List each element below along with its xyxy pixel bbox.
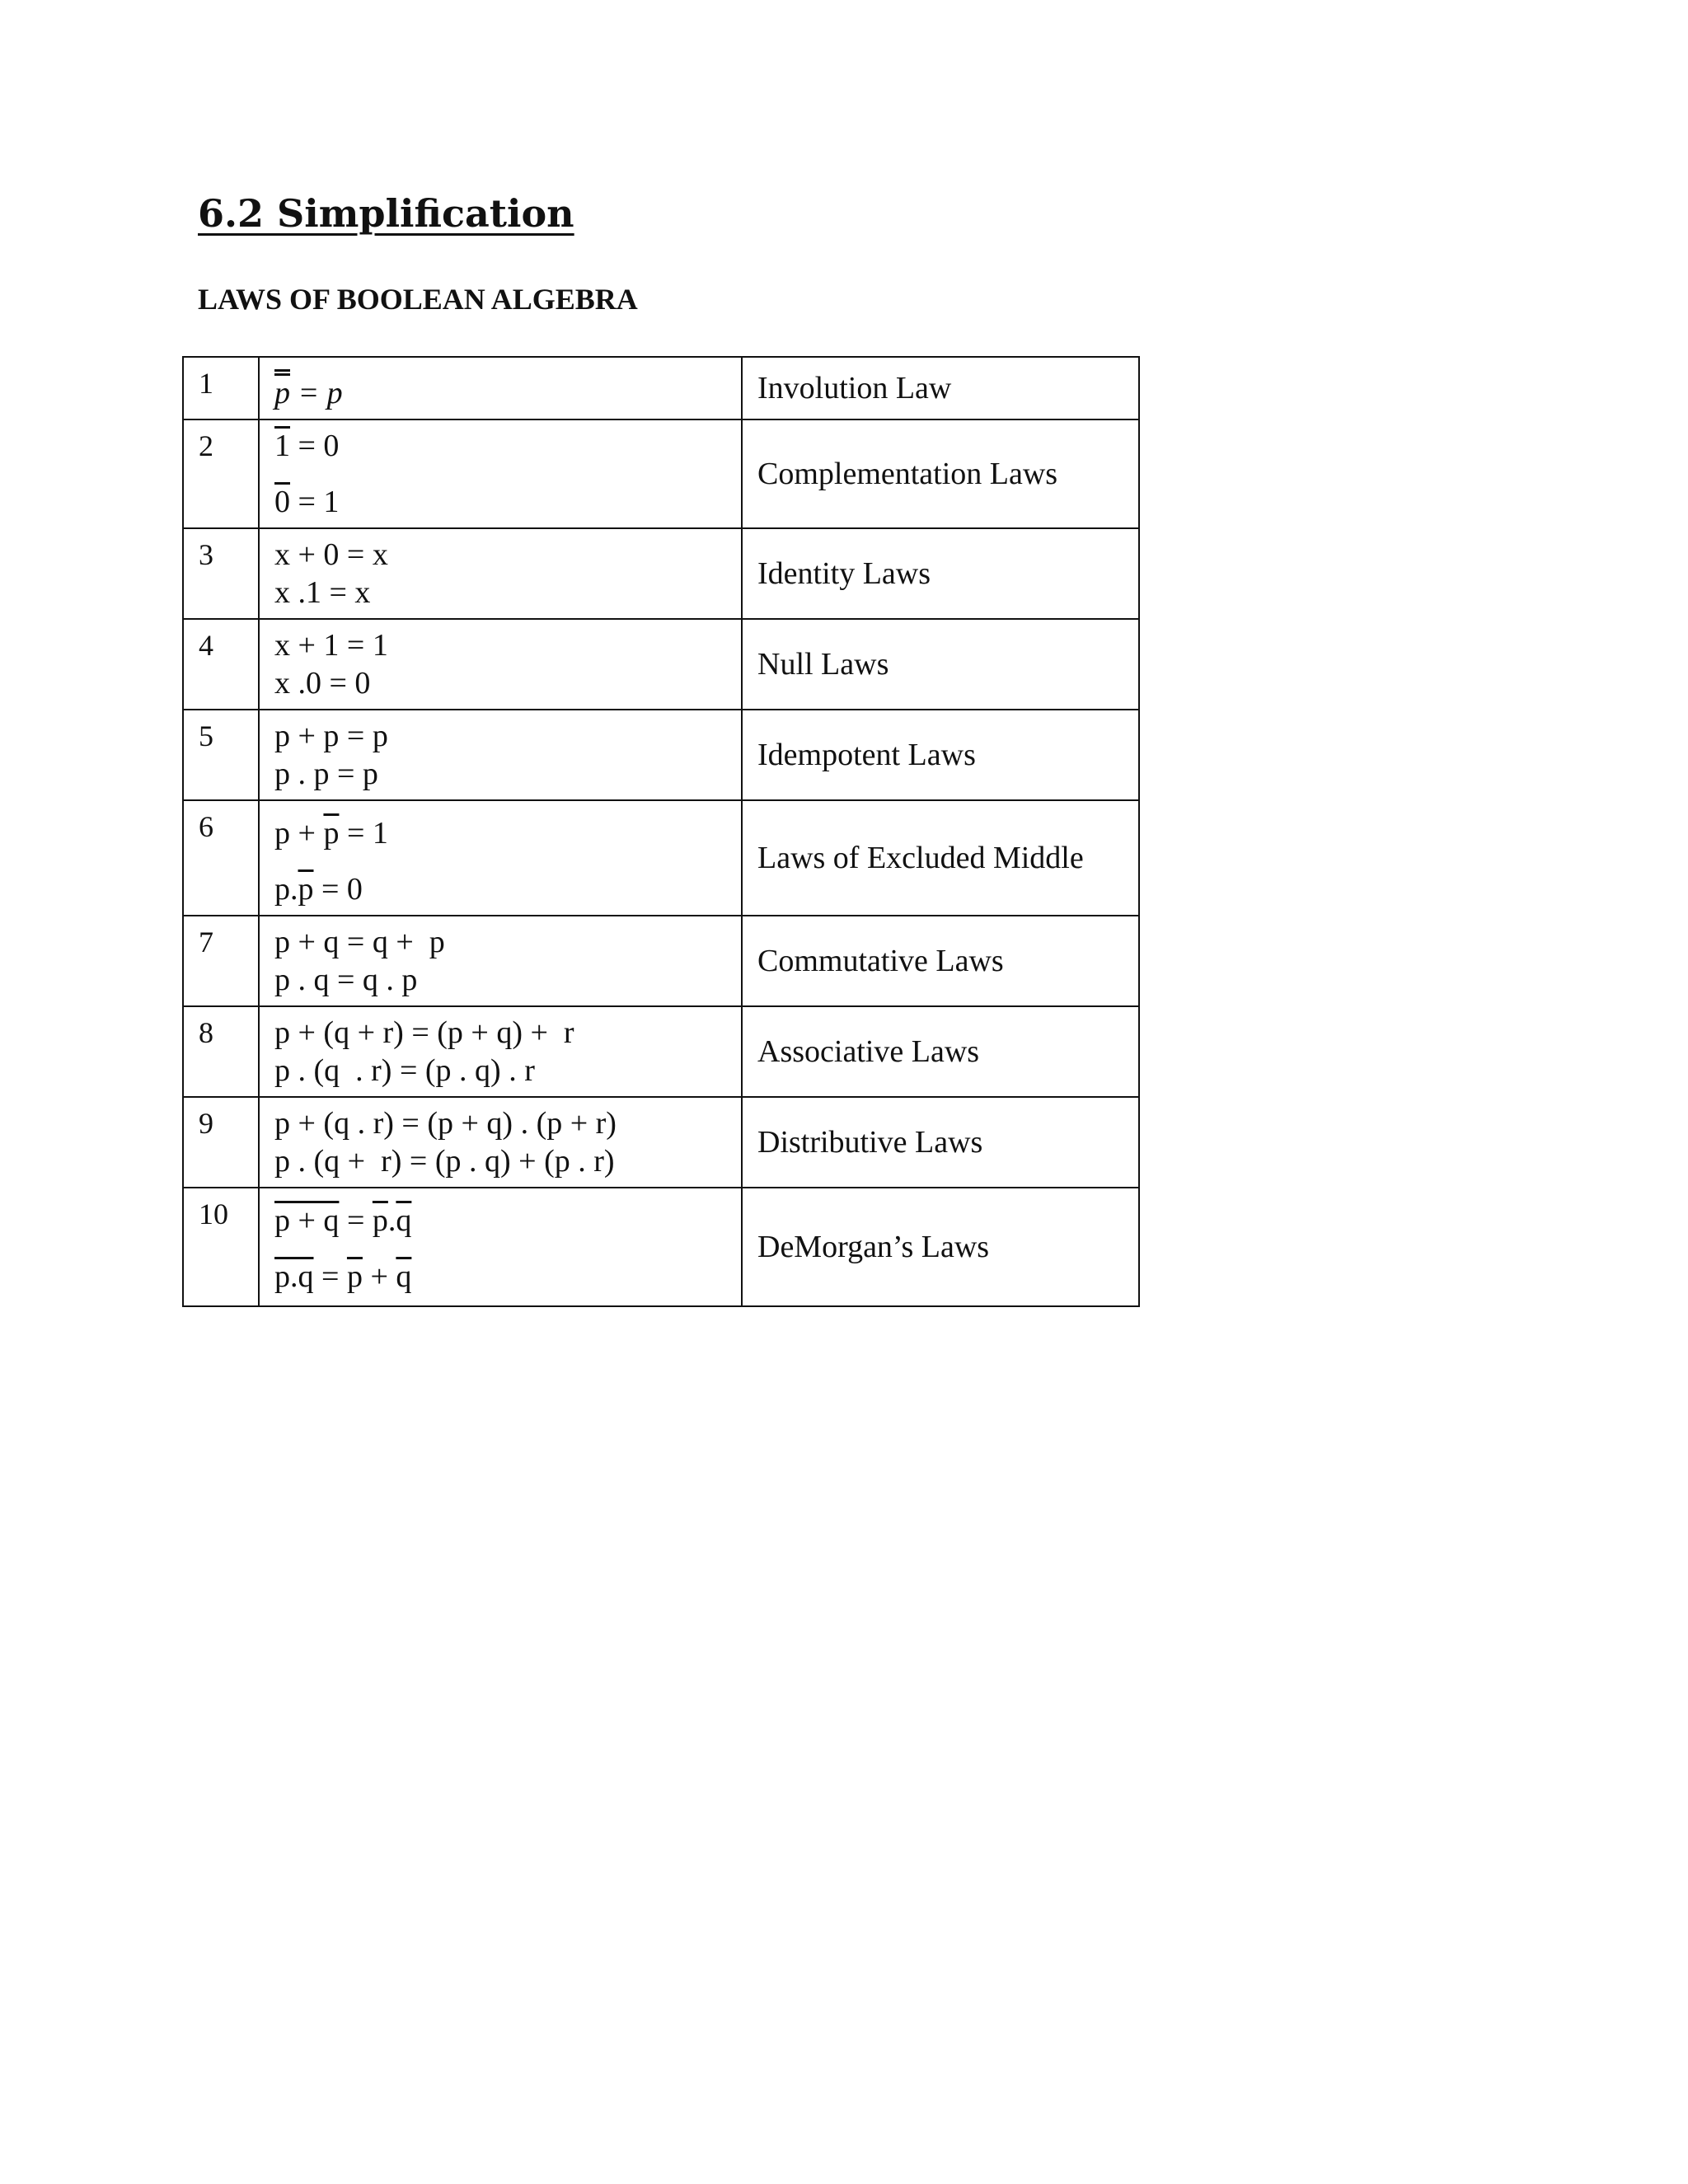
formula-text: + bbox=[362, 1259, 396, 1294]
law-number: 3 bbox=[183, 528, 259, 619]
formula-text: = 1 bbox=[339, 816, 388, 851]
law-row bbox=[183, 419, 1139, 528]
complement-p: $\overline{p}$ bbox=[346, 1259, 363, 1294]
law-number: 10 bbox=[183, 1188, 259, 1306]
formula-text: = 0 bbox=[313, 872, 363, 907]
formula-text: = 0 bbox=[290, 429, 340, 463]
law-formula bbox=[259, 710, 742, 800]
law-name: Null Laws bbox=[742, 619, 1139, 710]
law-number: 8 bbox=[183, 1006, 259, 1097]
law-name: Complementation Laws bbox=[742, 419, 1139, 528]
law-name: Identity Laws bbox=[742, 528, 1139, 619]
formula-line: p . (q . r) = (p . q) . r bbox=[274, 1053, 535, 1088]
law-row bbox=[183, 710, 1139, 800]
formula-line: x + 1 = 1 bbox=[274, 628, 388, 663]
complement-one: 1 bbox=[274, 429, 290, 463]
law-name: Distributive Laws bbox=[742, 1097, 1139, 1188]
law-formula bbox=[259, 419, 742, 528]
formula-line: x .1 = x bbox=[274, 575, 371, 610]
law-name: Involution Law bbox=[742, 357, 1139, 419]
formula-text: p. bbox=[274, 872, 298, 907]
law-row bbox=[183, 1097, 1139, 1188]
formula-line: p . p = p bbox=[274, 757, 378, 791]
complement-q: $\overline{q}$ bbox=[396, 1259, 412, 1294]
law-formula bbox=[259, 916, 742, 1006]
formula-line: p + p = p bbox=[274, 719, 388, 753]
double-complement-p: p bbox=[274, 376, 290, 410]
law-row bbox=[183, 1006, 1139, 1097]
law-name: Laws of Excluded Middle bbox=[742, 800, 1139, 916]
complement-p: $\overline{p}$ bbox=[323, 816, 340, 851]
law-number: 9 bbox=[183, 1097, 259, 1188]
complement-q: $\overline{q}$ bbox=[396, 1203, 412, 1238]
formula-line: p + (q + r) = (p + q) + r bbox=[274, 1015, 574, 1050]
law-name: Idempotent Laws bbox=[742, 710, 1139, 800]
law-formula bbox=[259, 619, 742, 710]
law-row bbox=[183, 357, 1139, 419]
complement-p: $\overline{p}$ bbox=[298, 872, 314, 907]
law-row bbox=[183, 800, 1139, 916]
law-name: DeMorgan’s Laws bbox=[742, 1188, 1139, 1306]
law-row bbox=[183, 528, 1139, 619]
formula-text: = 1 bbox=[290, 485, 340, 519]
law-formula bbox=[259, 1097, 742, 1188]
table-title: LAWS OF BOOLEAN ALGEBRA bbox=[198, 283, 638, 316]
law-number: 6 bbox=[183, 800, 259, 916]
formula-line: p . q = q . p bbox=[274, 963, 418, 997]
law-number: 7 bbox=[183, 916, 259, 1006]
complement-zero: 0 bbox=[274, 485, 290, 519]
law-formula bbox=[259, 357, 742, 419]
law-row bbox=[183, 916, 1139, 1006]
formula-line: p + q = q + p bbox=[274, 925, 445, 959]
law-number: 5 bbox=[183, 710, 259, 800]
law-row bbox=[183, 1188, 1139, 1306]
formula-text: p + bbox=[274, 816, 324, 851]
formula-text: = bbox=[313, 1259, 347, 1294]
formula-text: . bbox=[387, 1203, 396, 1238]
law-number: 4 bbox=[183, 619, 259, 710]
formula-line: x .0 = 0 bbox=[274, 666, 371, 701]
complement-sum: p + q bbox=[274, 1203, 340, 1238]
law-formula bbox=[259, 800, 742, 916]
law-formula bbox=[259, 1188, 742, 1306]
formula-line: x + 0 = x bbox=[274, 537, 388, 572]
law-number: 2 bbox=[183, 419, 259, 528]
law-number: 1 bbox=[183, 357, 259, 419]
law-formula bbox=[259, 1006, 742, 1097]
law-row bbox=[183, 619, 1139, 710]
law-name: Commutative Laws bbox=[742, 916, 1139, 1006]
formula-text: = p bbox=[290, 376, 343, 410]
section-title: 6.2 Simplification bbox=[198, 191, 574, 236]
formula-text: = bbox=[339, 1203, 373, 1238]
complement-p: $\overline{p}$ bbox=[372, 1203, 388, 1238]
complement-product: p.q bbox=[274, 1259, 314, 1294]
formula-line: p + (q . r) = (p + q) . (p + r) bbox=[274, 1106, 617, 1141]
formula-line: p . (q + r) = (p . q) + (p . r) bbox=[274, 1144, 615, 1179]
boolean-laws-table bbox=[182, 356, 1140, 1307]
law-formula bbox=[259, 528, 742, 619]
law-name: Associative Laws bbox=[742, 1006, 1139, 1097]
